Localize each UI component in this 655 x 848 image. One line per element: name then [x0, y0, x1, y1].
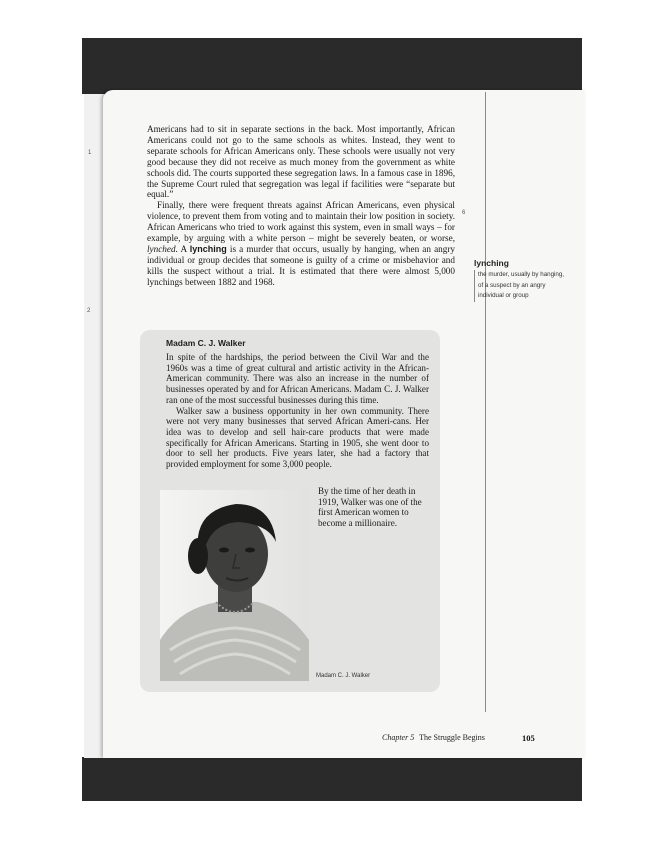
body-paragraph: Americans had to sit in separate sections in the back. Most importantly, African Americans could not go to the same schools as whites. Instead, they went to separate schools for African Americans only. These schools were usually not very good because they did not receive as much money from the government as white schools did. The courts supported these segregation laws. In a famous case in 1896, the Supreme Court ruled that segregation was legal if facilities were “separate but equal.”: [147, 124, 455, 200]
photo-caption: Madam C. J. Walker: [316, 673, 371, 679]
previous-page-edge: [84, 94, 105, 758]
portrait-photo: [160, 490, 309, 681]
scan-bottom-shadow: [82, 757, 582, 801]
running-footer: [382, 733, 485, 742]
gutter-number: 2: [87, 308, 91, 314]
margin-rule: [485, 92, 486, 712]
italic-lynched: lynched.: [147, 243, 178, 254]
page-number: 105: [522, 733, 535, 743]
body-paragraph: Finally, there were frequent threats against African Americans, even physical violence, to prevent them from voting and to maintain their low position in society. African Americans who tried to work against this system, even in small ways – for example, by arguing with a white person – might be severely beaten, or worse, lynched. A lynching is a murder that occurs, usually by hanging, when an angry individual or group decides that someone is guilty of a crime or misbehavior and kills the suspect without a trial. It is estimated that there were almost 5,000 lynchings between 1882 and 1968.: [147, 200, 456, 287]
main-body-text: [147, 124, 455, 288]
glossary-sidebar: [474, 258, 564, 302]
feature-paragraph-tail: By the time of her death in 1919, Walker was one of the first American women to become a millionaire.: [318, 486, 422, 529]
feature-paragraph: Walker saw a business opportunity in her own community. There were not very many businesses that served African Ameri-cans. Her idea was to develop and sell hair-care products that were made specifically for African Americans. Starting in 1905, she went door to door to sell her products. Five years later, she had a factory that provided employment for some 3,000 people.: [166, 405, 429, 470]
gutter-number: 1: [88, 150, 92, 156]
feature-text: [166, 352, 429, 470]
glossary-term: lynching: [474, 258, 509, 268]
scan-top-shadow: [82, 38, 582, 94]
glossary-definition: the murder, usually by hanging, of a suspect by an angry individual or group: [474, 270, 564, 302]
feature-title: Madam C. J. Walker: [166, 338, 246, 348]
footer-chapter-title: The Struggle Begins: [419, 733, 485, 742]
gutter-number: 6: [462, 210, 466, 216]
key-term-lynching: lynching: [189, 243, 227, 254]
feature-paragraph: In spite of the hardships, the period between the Civil War and the 1960s was a time of great cultural and artistic activity in the African-American community. There was also an increase in the number of businesses operated by and for African Americans. Madam C. J. Walker ran one of the most successful businesses during this time.: [166, 352, 429, 405]
footer-chapter: Chapter 5: [382, 733, 415, 742]
portrait-illustration: [160, 490, 309, 681]
